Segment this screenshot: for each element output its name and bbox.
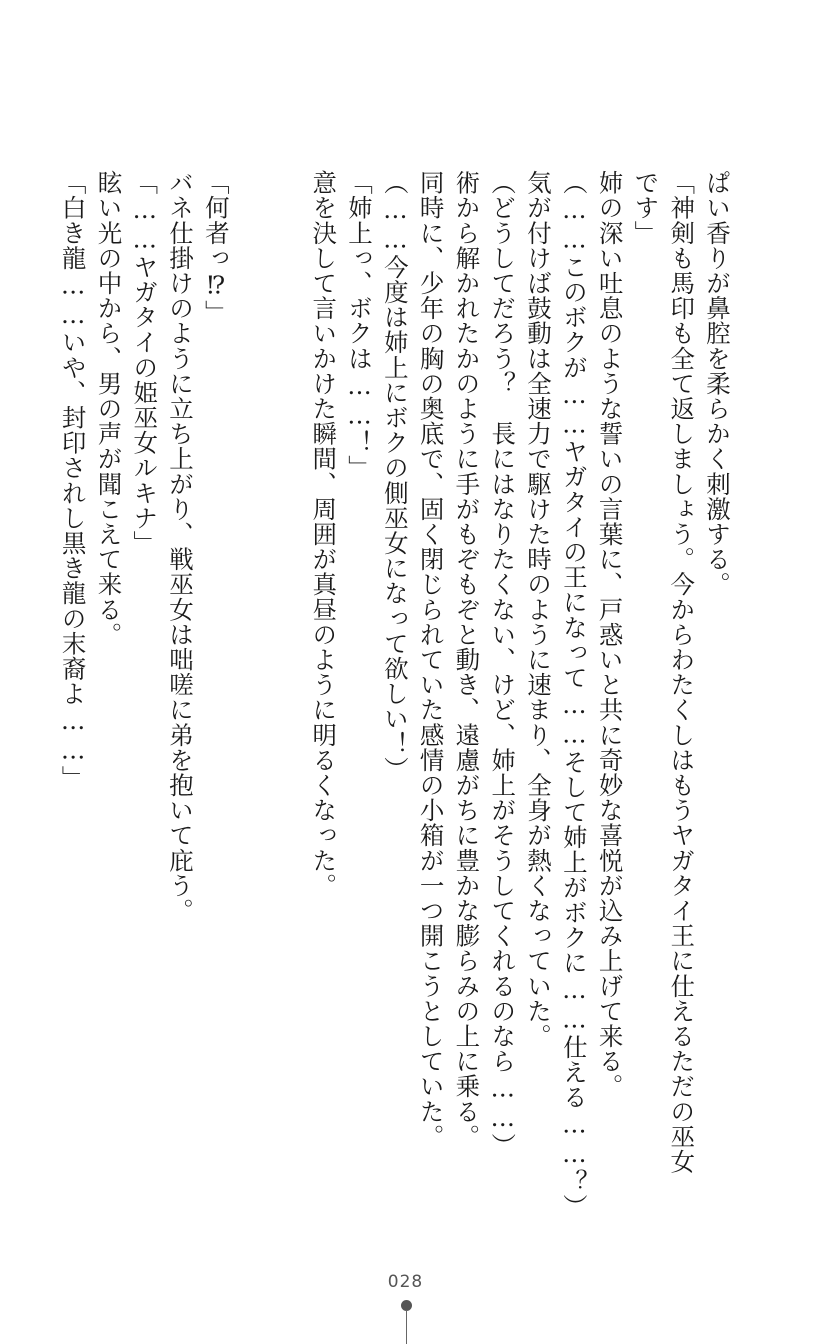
text-line: ぱい香りが鼻腔を柔らかく刺激する。	[703, 170, 732, 597]
text-line: 術から解かれたかのように手がもぞもぞと動き、遠慮がちに豊かな膨らみの上に乗る。	[452, 170, 482, 1149]
text-line: （……このボクが……ヤガタイの王になって……そして姉上がボクに……仕える……？）	[559, 170, 589, 1219]
text-line: （どうしてだろう？ 長にはなりたくない、けど、姉上がそうしてくれるのなら……）	[488, 170, 518, 1158]
text-line: 同時に、少年の胸の奥底で、固く閉じられていた感情の小箱が一つ開こうとしていた。	[416, 170, 446, 1149]
text-line: バネ仕掛けのように立ち上がり、戦巫女は咄嗟に弟を抱いて庇う。	[166, 170, 196, 923]
text-line: 「神剣も馬印も全て返しましょう。今からわたくしはもうヤガタイ王に仕えるただの巫女	[667, 170, 697, 1174]
text-line: 「何者っ⁉」	[201, 170, 231, 326]
text-line: 姉の深い吐息のような誓いの言葉に、戸惑いと共に奇妙な喜悦が込み上げて来る。	[595, 170, 625, 1099]
page-number: 028	[387, 1272, 424, 1292]
blank-line	[228, 170, 264, 1180]
text-line: 眩い光の中から、男の声が聞こえて来る。	[94, 170, 124, 647]
text-line: 「姉上っ、ボクは……！」	[345, 170, 375, 481]
text-line: です」	[631, 170, 661, 246]
text-line: 「……ヤガタイの姫巫女ルキナ」	[130, 170, 160, 556]
text-line: 意を決して言いかけた瞬間、周囲が真昼のように明るくなった。	[309, 170, 339, 898]
text-line: 「白き龍……いや、封印されし黒き龍の末裔よ……」	[58, 170, 88, 791]
folio-line	[406, 1310, 408, 1344]
text-line: （……今度は姉上にボクの側巫女になって欲しい！）	[380, 170, 410, 782]
text-line: 気が付けば鼓動は全速力で駆けた時のように速まり、全身が熱くなっていた。	[524, 170, 554, 1049]
blank-line	[264, 170, 300, 1180]
vertical-text-body	[49, 170, 732, 1219]
